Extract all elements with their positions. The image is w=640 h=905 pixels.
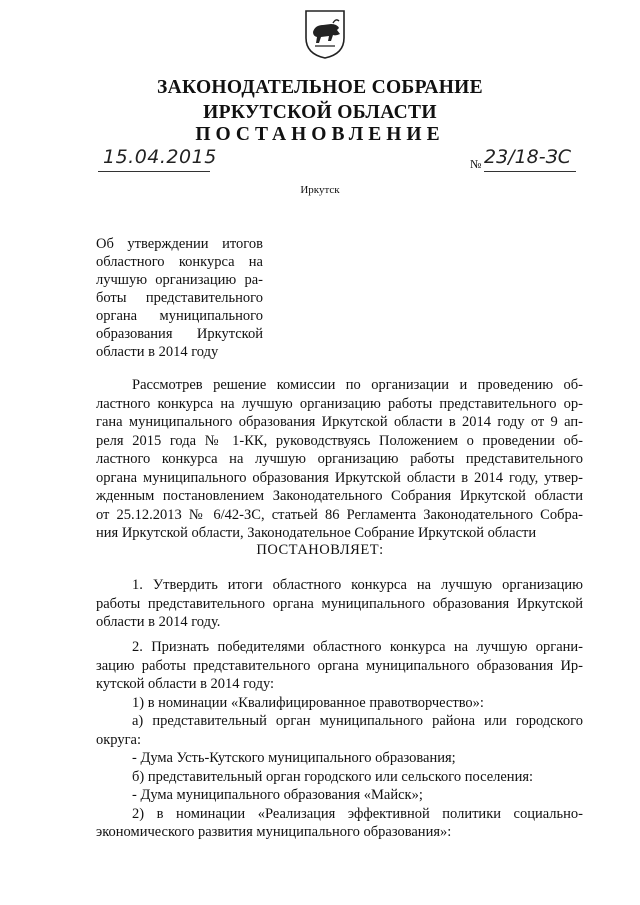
item-2-line: 2) в номинации «Реализация эффективной политики социально- — [132, 805, 583, 822]
item-2-line: б) представительный орган городского или сельского поселения: — [132, 768, 534, 785]
organization-title-line2: ИРКУТСКОЙ ОБЛАСТИ — [203, 102, 437, 123]
item-2 — [96, 638, 583, 842]
document-type: ПОСТАНОВЛЕНИЕ — [195, 124, 445, 145]
resolves-heading: ПОСТАНОВЛЯЕТ: — [256, 542, 384, 558]
document-subject — [96, 235, 263, 361]
organization-title-line1: ЗАКОНОДАТЕЛЬНОЕ СОБРАНИЕ — [157, 77, 483, 98]
preamble-line: ния Иркутской области, Законодательное Собрание Иркутской области — [96, 525, 537, 541]
document-date: 15.04.2015 — [103, 146, 217, 168]
item-1-line: 1. Утвердить итоги областного конкурса на лучшую организацию — [132, 577, 583, 593]
organization-title — [0, 75, 640, 125]
subject-line: лучшую организацию ра- — [96, 272, 263, 288]
preamble-line: от 25.12.2013 № 6/42-ЗС, статьей 86 Регламента Законодательного Собра- — [96, 506, 583, 523]
preamble-line: реля 2015 года № 1-КК, руководствуясь Положением о проведении об- — [96, 432, 583, 449]
item-2-line: - Дума муниципального образования «Майск»; — [132, 787, 423, 803]
subject-line: областного конкурса на — [96, 254, 263, 270]
subject-line: Об утверждении итогов — [96, 236, 263, 252]
item-2-line: округа: — [96, 731, 142, 748]
item-1-line: области в 2014 году. — [96, 614, 221, 630]
preamble-line: Рассмотрев решение комиссии по организации и проведению об- — [132, 377, 583, 393]
item-2-line: 2. Признать победителями областного конкурса на лучшую органи- — [132, 639, 583, 655]
preamble-line: гана муниципального образования Иркутской области в 2014 году от 9 ап- — [96, 414, 583, 430]
preamble-line: ластного конкурса на лучшую организацию работы представительного — [96, 451, 583, 467]
item-2-line: экономического развития муниципального образования»: — [96, 824, 452, 840]
city-name: Иркутск — [300, 184, 340, 196]
preamble-line: ластного конкурса на лучшую организацию работы представительного ор- — [96, 395, 583, 412]
item-1 — [96, 576, 583, 632]
item-1-line: работы представительного органа муниципального образования Иркутской — [96, 595, 583, 612]
document-number: 23/18-ЗС — [484, 146, 572, 168]
item-2-line: зацию работы представительного органа муниципального образования Ир- — [96, 657, 583, 674]
subject-line: области в 2014 году — [96, 344, 219, 360]
subject-line: органа муниципального — [96, 308, 263, 324]
subject-line: боты представительного — [96, 290, 263, 306]
item-2-line: 1) в номинации «Квалифицированное правотворчество»: — [132, 694, 484, 711]
item-2-line: кутской области в 2014 году: — [96, 676, 275, 692]
date-underline — [98, 171, 210, 172]
number-prefix: № — [470, 157, 482, 171]
coat-of-arms-icon — [303, 8, 347, 60]
preamble-line: органа муниципального образования Иркутской области в 2014 году, утвер- — [96, 469, 583, 486]
preamble — [96, 376, 583, 543]
item-2-line: - Дума Усть-Кутского муниципального образования; — [132, 750, 456, 766]
subject-line: образования Иркутской — [96, 326, 263, 342]
item-2-line: а) представительный орган муниципального района или городского — [132, 713, 583, 729]
preamble-line: жденным постановлением Законодательного Собрания Иркутской области — [96, 488, 583, 504]
number-underline — [484, 171, 576, 172]
